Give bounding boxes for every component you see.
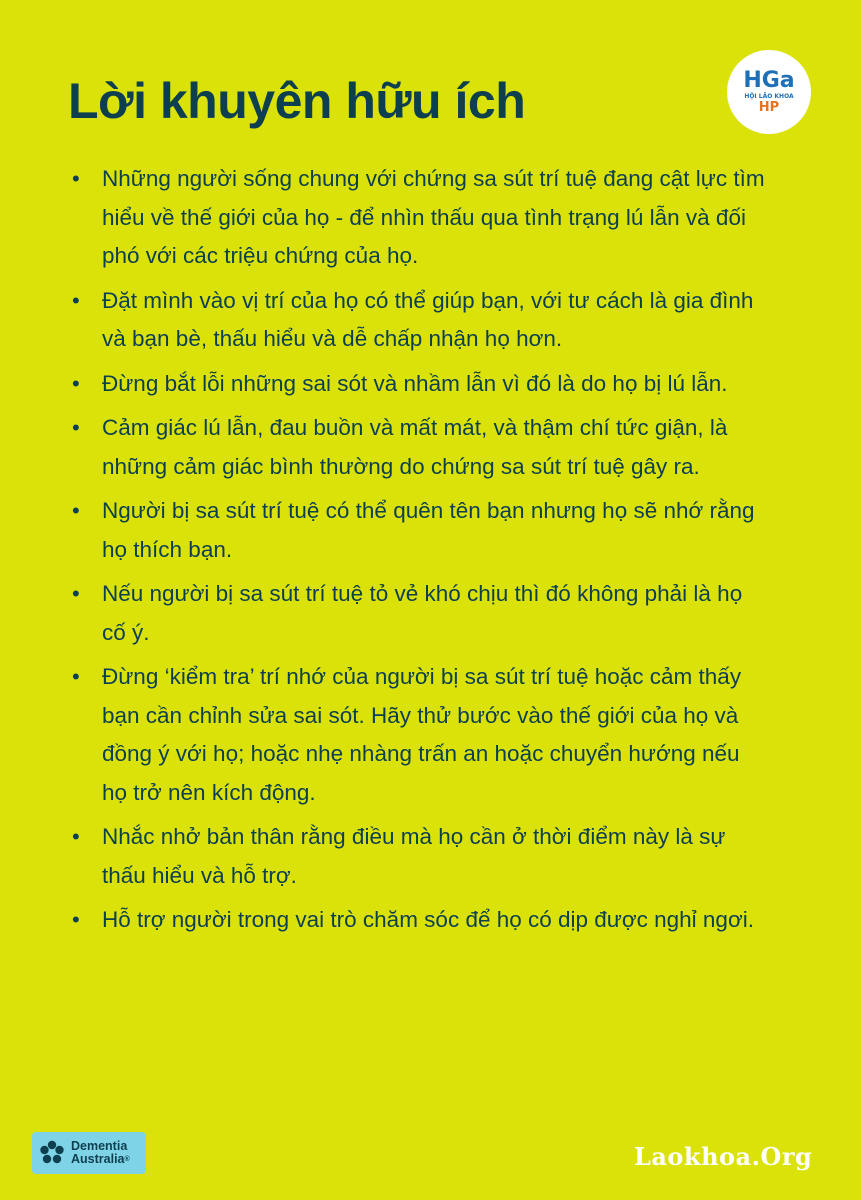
brand-line-1: Dementia [71, 1139, 128, 1153]
tip-text: Đặt mình vào vị trí của họ có thể giúp bạn, với tư cách là gia đình và bạn bè, thấu hiểu và dễ chấp nhận họ hơn. [102, 287, 754, 351]
hga-logo [727, 50, 811, 134]
bullet-icon: • [72, 166, 80, 191]
dementia-australia-flower-icon [38, 1139, 66, 1167]
page-title: Lời khuyên hữu ích [68, 73, 526, 129]
list-item [70, 409, 770, 486]
list-item [70, 282, 770, 359]
list-item [70, 492, 770, 569]
tips-list [70, 160, 770, 946]
brand-line-2 [71, 1153, 130, 1166]
bullet-icon: • [72, 907, 80, 932]
tip-text: Đừng ‘kiểm tra’ trí nhớ của người bị sa sút trí tuệ hoặc cảm thấy bạn cần chỉnh sửa sai sót. Hãy thử bước vào thế giới của họ và đồng ý với họ; hoặc nhẹ nhàng trấn an hoặc chuyển hướng nếu họ trở nên kích động. [102, 664, 742, 805]
tip-text: Nhắc nhở bản thân rằng điều mà họ cần ở thời điểm này là sự thấu hiểu và hỗ trợ. [102, 824, 726, 888]
tip-text: Nếu người bị sa sút trí tuệ tỏ vẻ khó chịu thì đó không phải là họ cố ý. [102, 581, 743, 645]
list-item [70, 901, 770, 940]
tip-text: Những người sống chung với chứng sa sút trí tuệ đang cật lực tìm hiểu về thế giới của họ - để nhìn thấu qua tình trạng lú lẫn và đối phó với các triệu chứng của họ. [102, 166, 765, 268]
bullet-icon: • [72, 581, 80, 606]
tip-text: Đừng bắt lỗi những sai sót và nhầm lẫn vì đó là do họ bị lú lẫn. [102, 370, 728, 396]
dementia-australia-logo [32, 1132, 146, 1174]
logo-sub-text: HỘI LÃO KHOA [744, 92, 794, 100]
bullet-icon: • [72, 287, 80, 313]
logo-bottom-text: HP [758, 99, 780, 115]
tip-text: Cảm giác lú lẫn, đau buồn và mất mát, và thậm chí tức giận, là những cảm giác bình thường do chứng sa sút trí tuệ gây ra. [102, 415, 728, 479]
tip-text: Hỗ trợ người trong vai trò chăm sóc để họ có dịp được nghỉ ngơi. [102, 907, 754, 932]
bullet-icon: • [72, 370, 80, 396]
site-watermark: Laokhoa.Org [634, 1142, 813, 1171]
list-item [70, 575, 770, 652]
brand-line-2-text: Australia [71, 1152, 125, 1166]
bullet-icon: • [72, 498, 80, 523]
bullet-icon: • [72, 824, 80, 849]
list-item [70, 658, 770, 812]
registered-mark: ® [124, 1156, 130, 1163]
tip-text: Người bị sa sút trí tuệ có thể quên tên bạn nhưng họ sẽ nhớ rằng họ thích bạn. [102, 498, 755, 562]
logo-main-text: HGa [743, 67, 795, 93]
list-item [70, 818, 770, 895]
list-item [70, 160, 770, 276]
dementia-australia-text [71, 1140, 130, 1166]
bullet-icon: • [72, 664, 80, 689]
bullet-icon: • [72, 415, 80, 440]
list-item [70, 365, 770, 404]
